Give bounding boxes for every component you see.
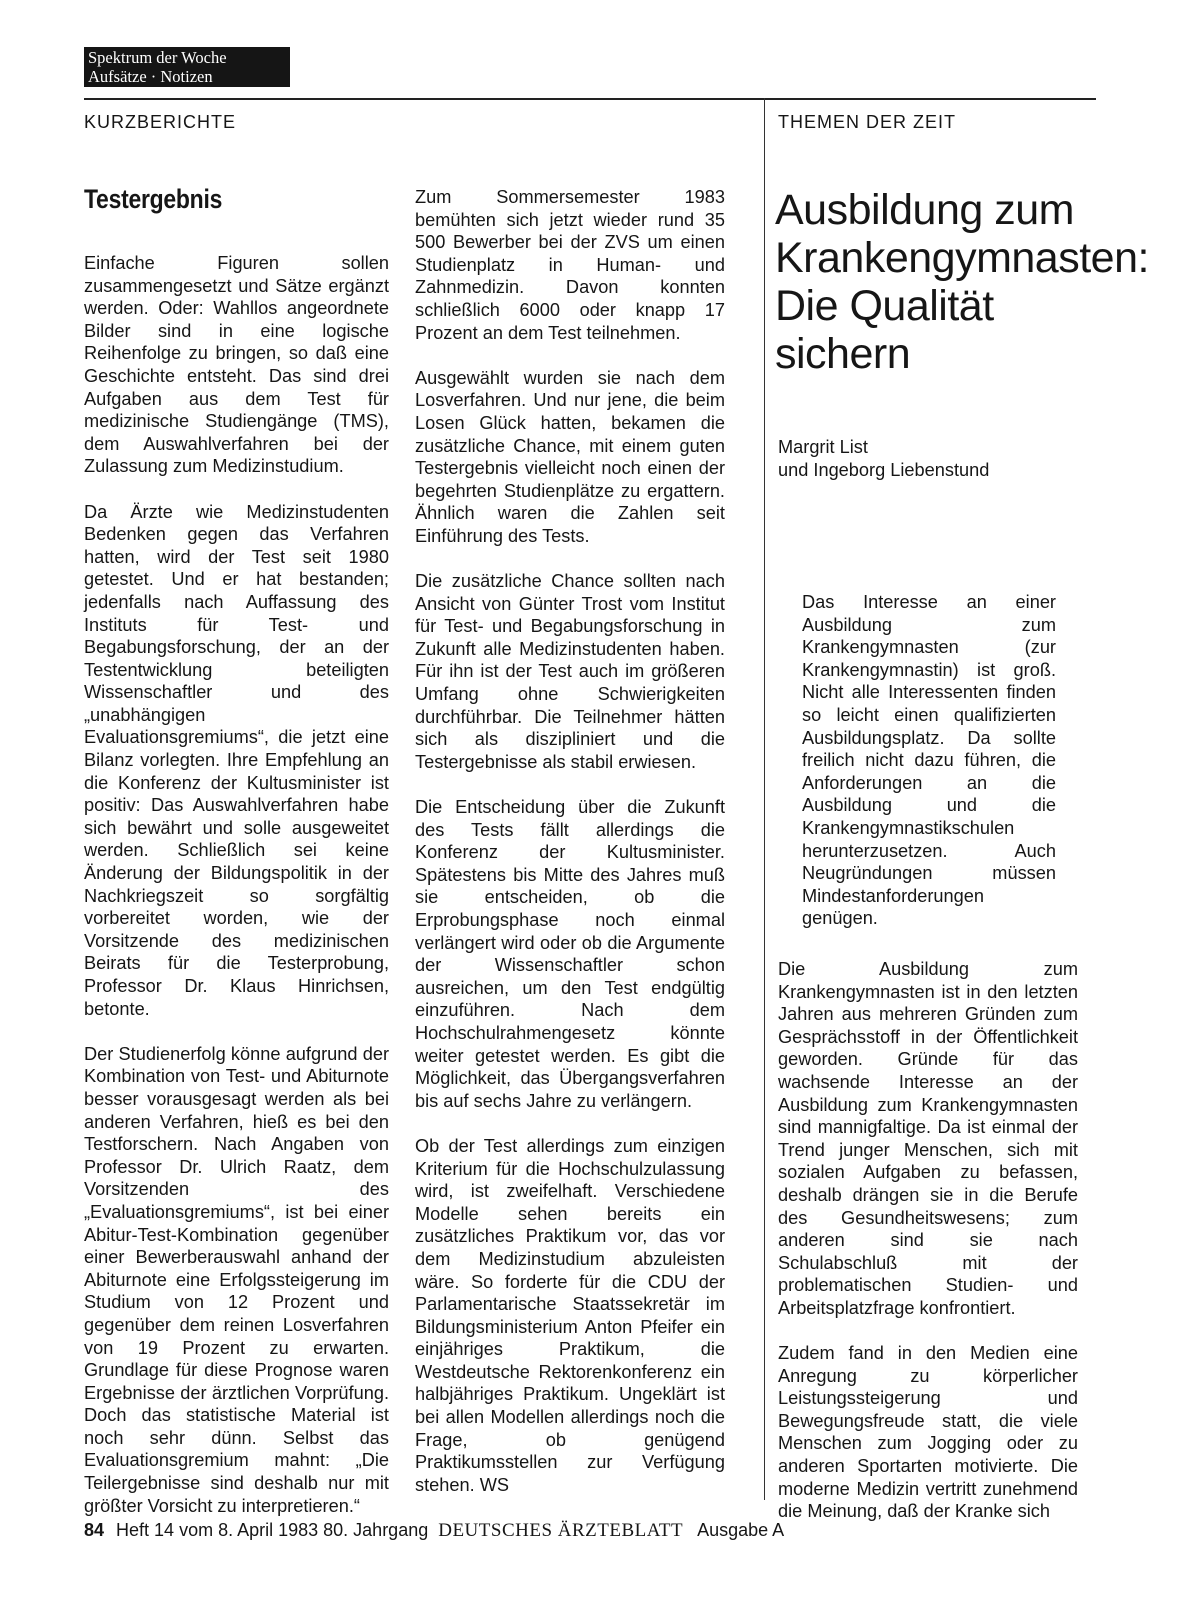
right-kicker: THEMEN DER ZEIT bbox=[778, 112, 957, 132]
abstract bbox=[802, 591, 1056, 930]
issue-info: Heft 14 vom 8. April 1983 80. Jahrgang bbox=[116, 1520, 429, 1540]
paragraph: Der Studienerfolg könne aufgrund der Kombination von Test- und Abiturnote besser vorausgesagt werden als bei anderen Verfahren, hieß es bei den Testforschern. Nach Angaben von Professor Dr. Ulrich Raatz, dem Vorsitzenden des „Evaluationsgremiums“, ist bei einer Abitur-Test-Kombination gegenüber einer Bewerberauswahl anhand der Abiturnote eine Erfolgssteigerung im Studium von 12 Prozent und gegenüber dem reinen Losverfahren von 19 Prozent zu erwarten. Grundlage für diese Prognose waren Ergebnisse der ärztlichen Vorprüfung. Doch das statistische Material ist noch sehr dünn. Selbst das Evaluationsgremium mahnt: „Die Teilergebnisse sind deshalb nur mit größter Vorsicht zu interpretieren.“ bbox=[84, 1043, 389, 1516]
abstract-text: Das Interesse an einer Ausbildung zum Krankengymnasten (zur Krankengymnastin) ist groß. Nicht alle Interessenten finden so leicht einen qualifizierten Ausbildungsplatz. Da sollte freilich nicht dazu führen, die Anforderungen an die Ausbildung und die Krankengymnastikschulen herunterzusetzen. Auch Neugründungen müssen Mindestanforderungen genügen. bbox=[802, 592, 1056, 929]
author-2: und Ingeborg Liebenstund bbox=[778, 460, 990, 480]
left-article-column-2 bbox=[415, 186, 725, 1496]
section-badge bbox=[84, 47, 290, 87]
paragraph: Zum Sommersemester 1983 bemühten sich jetzt wieder rund 35 500 Bewerber bei der ZVS um einen Studienplatz in Human- und Zahnmedizin. Davon konnten schließlich 6000 oder knapp 17 Prozent an dem Test teilnehmen. bbox=[415, 187, 725, 343]
paragraph: Ob der Test allerdings zum einzigen Kriterium für die Hochschulzulassung wird, ist zweifelhaft. Verschiedene Modelle sehen bereits ein zusätzliches Praktikum vor, das vor dem Medizinstudium abzuleisten wäre. So forderte für die CDU der Parlamentarische Staatssekretär im Bildungsministerium Anton Pfeifer ein einjähriges Praktikum, die Westdeutsche Rektorenkonferenz ein halbjähriges Praktikum. Ungeklärt ist bei allen Modellen allerdings noch die Frage, ob genügend Praktikumsstellen zur Verfügung stehen. WS bbox=[415, 1135, 725, 1495]
paragraph: Ausgewählt wurden sie nach dem Losverfahren. Und nur jene, die beim Losen Glück hatten, bekamen die zusätzliche Chance, mit einem guten Testergebnis vielleicht noch einen der begehrten Studienplätze zu ergattern. Ähnlich waren die Zahlen seit Einführung des Tests. bbox=[415, 367, 725, 546]
paragraph: Die Entscheidung über die Zukunft des Tests fällt allerdings die Konferenz der Kultusminister. Spätestens bis Mitte des Jahres muß sie entscheiden, ob die Erprobungsphase noch einmal verlängert wird oder ob die Argumente der Wissenschaftler schon ausreichen, um den Test endgültig einzuführen. Nach dem Hochschulrahmengesetz könnte weiter getestet werden. Es gibt die Möglichkeit, das Übergangsverfahren bis auf sechs Jahre zu verlängern. bbox=[415, 797, 725, 1111]
section-badge-line1: Spektrum der Woche bbox=[88, 48, 227, 67]
paragraph: Die Ausbildung zum Krankengymnasten ist in den letzten Jahren aus mehreren Gründen zum Gesprächsstoff in der Öffentlichkeit geworden. Gründe für das wachsende Interesse an der Ausbildung zum Krankengymnasten sind mannigfaltige. Da ist einmal der Trend junger Menschen, sich mit sozialen Aufgaben zu befassen, deshalb drängen sie in die Berufe des Gesundheitswesens; zum anderen sind sie nach Schulabschluß mit der problematischen Studien- und Arbeitsplatzfrage konfrontiert. bbox=[778, 959, 1078, 1318]
left-article-column-1 bbox=[84, 252, 389, 1517]
right-article-body bbox=[778, 958, 1078, 1523]
footer bbox=[84, 1520, 784, 1542]
author-1: Margrit List bbox=[778, 437, 868, 457]
edition: Ausgabe A bbox=[697, 1520, 785, 1540]
left-article-title: Testergebnis bbox=[84, 184, 223, 214]
section-badge-line2: Aufsätze · Notizen bbox=[88, 67, 213, 86]
paragraph: Einfache Figuren sollen zusammengesetzt und Sätze ergänzt werden. Oder: Wahllos angeordnete Bilder sind in eine logische Reihenfolge zu bringen, so daß eine Geschichte entsteht. Das sind drei Aufgaben aus dem Test für medizinische Studiengänge (TMS), dem Auswahlverfahren bei der Zulassung zum Medizinstudium. bbox=[84, 253, 389, 477]
paragraph: Da Ärzte wie Medizinstudenten Bedenken gegen das Verfahren hatten, wird der Test seit 1980 getestet. Und er hat bestanden; jedenfalls nach Auffassung des Instituts für Test- und Begabungsforschung, der an der Testentwicklung beteiligten Wissenschaftler und des „unabhängigen Evaluationsgremiums“, die jetzt eine Bilanz vorlegten. Ihre Empfehlung an die Konferenz der Kultusminister ist positiv: Das Auswahlverfahren habe sich bewährt und solle ausgeweitet werden. Schließlich sei keine Änderung der Bildungspolitik in der Nachkriegszeit so sorgfältig vorbereitet worden, wie der Vorsitzende des medizinischen Beirats für die Testerprobung, Professor Dr. Klaus Hinrichsen, betonte. bbox=[84, 501, 389, 1019]
left-kicker: KURZBERICHTE bbox=[84, 112, 237, 132]
paragraph: Zudem fand in den Medien eine Anregung zu körperlicher Leistungssteigerung und Bewegungsfreude statt, die viele Menschen zum Jogging oder zu anderen Sportarten motivierte. Die moderne Medizin vertritt zunehmend die Meinung, daß der Kranke sich bbox=[778, 1343, 1078, 1522]
paragraph: Die zusätzliche Chance sollten nach Ansicht von Günter Trost vom Institut für Test- und Begabungsforschung in Zukunft alle Medizinstudenten haben. Für ihn ist der Test auch im größeren Umfang ohne Schwierigkeiten durchführbar. Die Teilnehmer hätten sich als diszipliniert und die Testergebnisse als stabil erwiesen. bbox=[415, 571, 725, 772]
right-article-title: Ausbildung zum Krankengymnasten: Die Qualität sichern bbox=[775, 186, 1149, 378]
byline bbox=[778, 436, 989, 482]
journal-name: DEUTSCHES ÄRZTEBLATT bbox=[438, 1520, 684, 1541]
column-divider bbox=[764, 98, 765, 1500]
top-rule bbox=[84, 98, 1096, 100]
page-number: 84 bbox=[84, 1520, 105, 1540]
